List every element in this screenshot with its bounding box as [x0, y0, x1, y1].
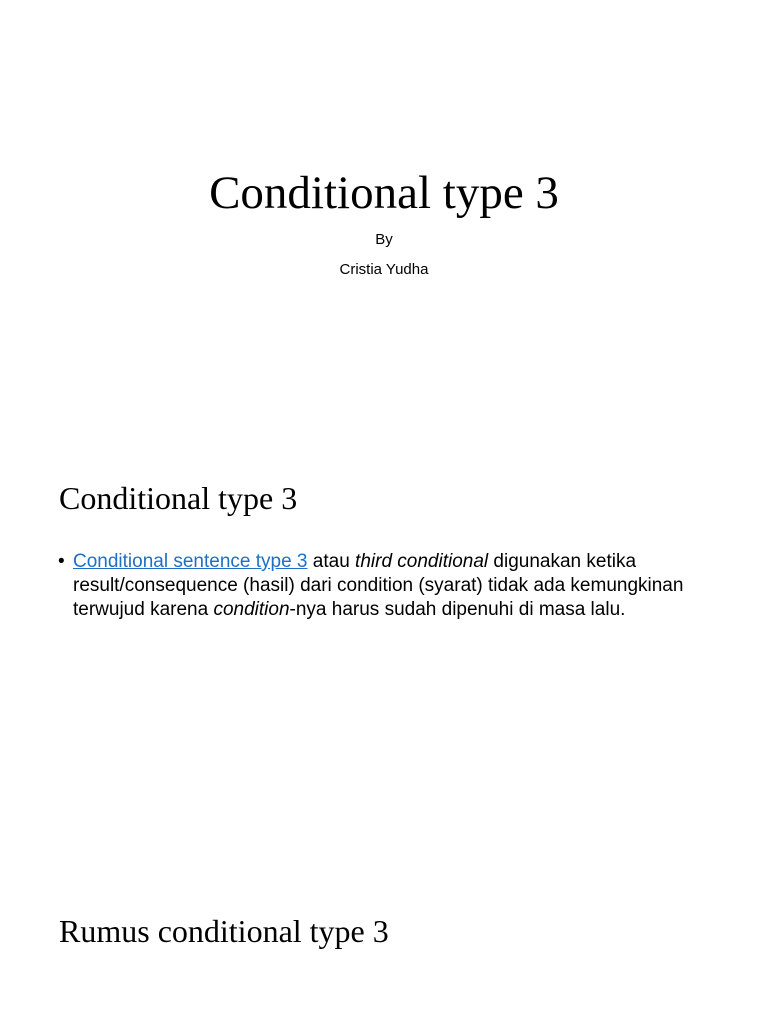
conditional-sentence-link[interactable]: Conditional sentence type 3	[73, 551, 308, 572]
slide-heading: Rumus conditional type 3	[59, 913, 389, 949]
author-name: Cristia Yudha	[339, 261, 429, 278]
bullet-item	[58, 550, 718, 622]
bullet-list	[58, 550, 718, 622]
bullet-text-2: digunakan ketika result/consequence (hasil) dari condition (syarat) tidak ada kemungkinan terwujud karena	[73, 551, 684, 620]
content-slide-definition	[0, 440, 768, 880]
title-slide	[0, 0, 768, 440]
bullet-text-1: atau	[307, 551, 356, 572]
bullet-italic-2: condition	[213, 599, 290, 620]
bullet-italic-1: third conditional	[355, 551, 489, 572]
slide-heading: Conditional type 3	[59, 480, 298, 516]
bullet-text-3: -nya harus sudah dipenuhi di masa lalu.	[289, 599, 626, 620]
bullet-marker: •	[58, 551, 65, 572]
presentation-title: Conditional type 3	[209, 167, 559, 219]
content-slide-formula	[0, 880, 768, 1024]
by-label: By	[375, 231, 393, 248]
